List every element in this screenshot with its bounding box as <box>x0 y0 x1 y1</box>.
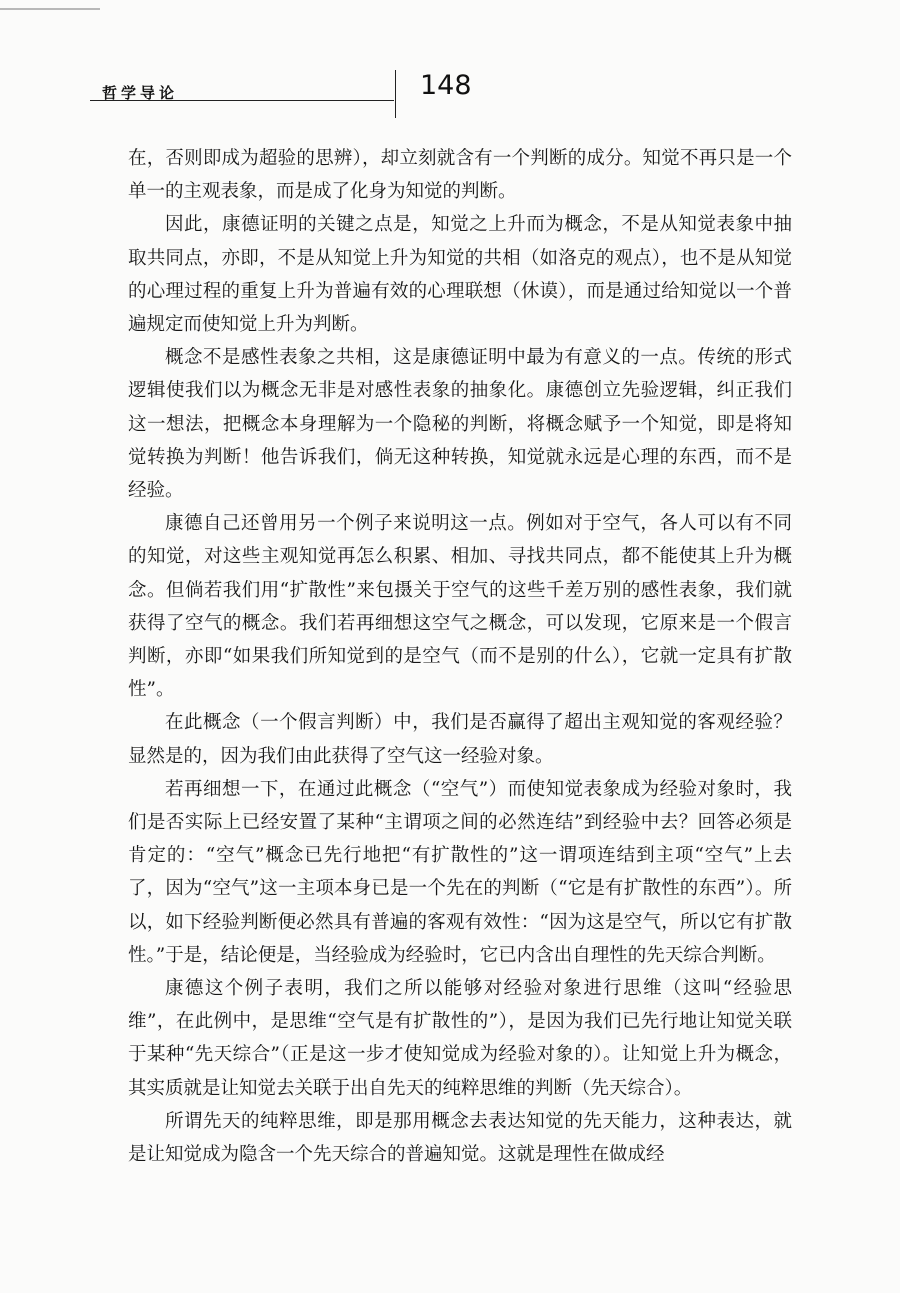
paragraph: 在，否则即成为超验的思辨），却立刻就含有一个判断的成分。知觉不再只是一个单一的主观表象，而是成了化身为知觉的判断。 <box>128 148 792 203</box>
paragraph: 所谓先天的纯粹思维，即是那用概念去表达知觉的先天能力，这种表达，就是让知觉成为隐含一个先天综合的普遍知觉。这就是理性在做成经 <box>128 1110 792 1166</box>
paragraph: 康德自己还曾用另一个例子来说明这一点。例如对于空气，各人可以有不同的知觉，对这些主观知觉再怎么积累、相加、寻找共同点，都不能使其上升为概念。但倘若我们用“扩散性”来包摄关于空气的这些千差万别的感性表象，我们就获得了空气的概念。我们若再细想这空气之概念，可以发现，它原来是一个假言判断，亦即“如果我们所知觉到的是空气（而不是别的什么），它就一定具有扩散性”。 <box>128 513 792 701</box>
paragraph: 在此概念（一个假言判断）中，我们是否赢得了超出主观知觉的客观经验？显然是的，因为我们由此获得了空气这一经验对象。 <box>128 712 792 767</box>
header-rule <box>90 100 394 101</box>
header-divider <box>395 70 396 118</box>
paragraph: 概念不是感性表象之共相，这是康德证明中最为有意义的一点。传统的形式逻辑使我们以为概念无非是对感性表象的抽象化。康德创立先验逻辑，纠正我们这一想法，把概念本身理解为一个隐秘的判断，将概念赋予一个知觉，即是将知觉转换为判断！他告诉我们，倘无这种转换，知觉就永远是心理的东西，而不是经验。 <box>128 347 792 502</box>
scan-edge-mark <box>0 8 100 10</box>
paragraph: 若再细想一下，在通过此概念（“空气”）而使知觉表象成为经验对象时，我们是否实际上已经安置了某种“主谓项之间的必然连结”到经验中去？回答必须是肯定的：“空气”概念已先行地把“有扩散性的”这一谓项连结到主项“空气”上去了，因为“空气”这一主项本身已是一个先在的判断（“它是有扩散性的东西”）。所以，如下经验判断便必然具有普遍的客观有效性：“因为这是空气，所以它有扩散性。”于是，结论便是，当经验成为经验时，它已内含出自理性的先天综合判断。 <box>128 778 792 966</box>
paragraph: 康德这个例子表明，我们之所以能够对经验对象进行思维（这叫“经验思维”，在此例中，是思维“空气是有扩散性的”），是因为我们已先行地让知觉关联于某种“先天综合”（正是这一步才使知觉成为经验对象的）。让知觉上升为概念，其实质就是让知觉去关联于出自先天的纯粹思维的判断（先天综合）。 <box>128 978 792 1099</box>
body-text <box>128 142 792 1171</box>
book-title: 哲学导论 <box>102 84 179 102</box>
running-header <box>90 60 810 120</box>
page-number: 148 <box>420 70 472 101</box>
paragraph: 因此，康德证明的关键之点是，知觉之上升而为概念，不是从知觉表象中抽取共同点，亦即，不是从知觉上升为知觉的共相（如洛克的观点），也不是从知觉的心理过程的重复上升为普遍有效的心理联想（休谟），而是通过给知觉以一个普遍规定而使知觉上升为判断。 <box>128 214 792 336</box>
